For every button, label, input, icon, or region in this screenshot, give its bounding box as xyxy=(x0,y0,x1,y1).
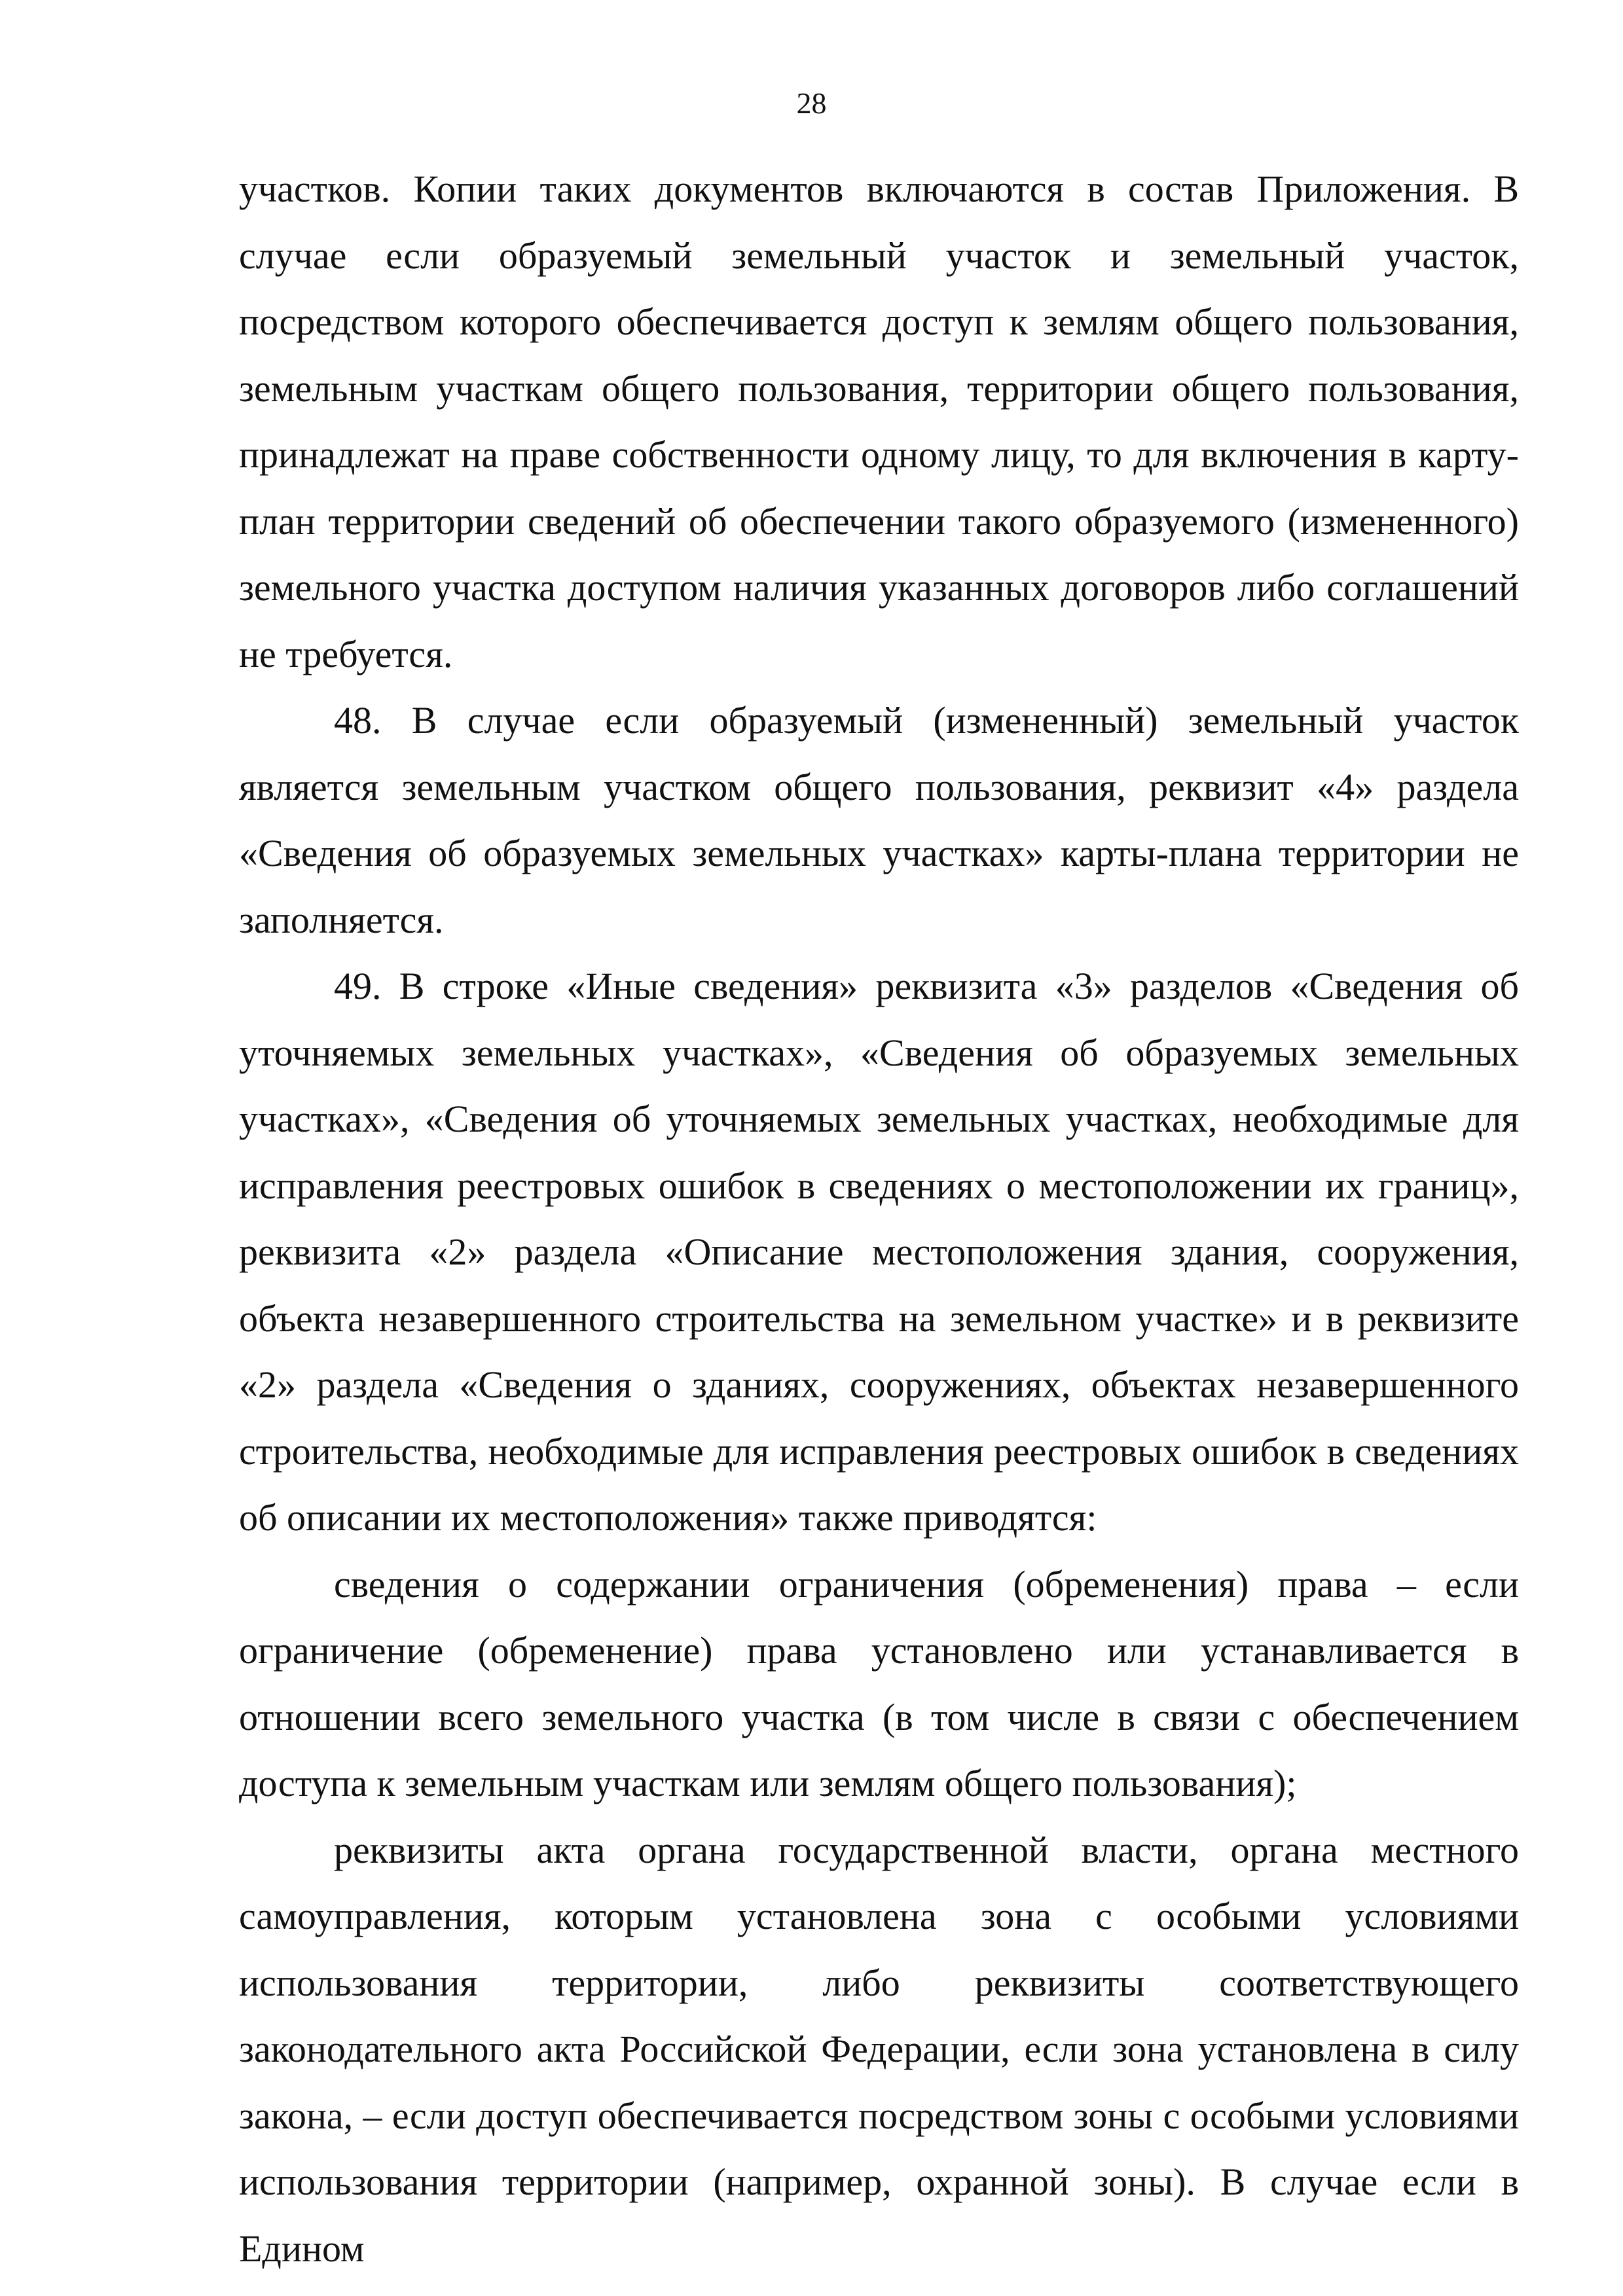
paragraph-restriction-info: сведения о содержании ограничения (обременения) права – если ограничение (обременение) права установлено или устанавливается в отношении всего земельного участка (в том числе в связи с обеспечением доступа к земельным участкам или землям общего пользования); xyxy=(239,1562,1519,1804)
paragraph-48: 48. В случае если образуемый (измененный) земельный участок является земельным участком общего пользования, реквизит «4» раздела «Сведения об образуемых земельных участках» карты-плана территории не заполняется. xyxy=(239,699,1519,941)
paragraph-49: 49. В строке «Иные сведения» реквизита «3» разделов «Сведения об уточняемых земельных участках», «Сведения об образуемых земельных участках», «Сведения об уточняемых земельных участках, необходимые для исправления реестровых ошибок в сведениях о местоположении их границ», реквизита «2» раздела «Описание местоположения здания, сооружения, объекта незавершенного строительства на земельном участке» и в реквизите «2» раздела «Сведения о зданиях, сооружениях, объектах незавершенного строительства, необходимые для исправления реестровых ошибок в сведениях об описании их местоположения» также приводятся: xyxy=(239,965,1519,1539)
paragraph-act-details: реквизиты акта органа государственной власти, органа местного самоуправления, которым установлена зона с особыми условиями использования территории, либо реквизиты соответствующего законодательного акта Российской Федерации, если зона установлена в силу закона, – если доступ обеспечивается посредством зоны с особыми условиями использования территории (например, охранной зоны). В случае если в Едином xyxy=(239,1828,1519,2270)
document-body xyxy=(239,156,1519,2282)
page-number: 28 xyxy=(796,86,827,120)
paragraph-continuation: участков. Копии таких документов включаются в состав Приложения. В случае если образуемый земельный участок и земельный участок, посредством которого обеспечивается доступ к землям общего пользования, земельным участкам общего пользования, территории общего пользования, принадлежат на праве собственности одному лицу, то для включения в карту-план территории сведений об обеспечении такого образуемого (измененного) земельного участка доступом наличия указанных договоров либо соглашений не требуется. xyxy=(239,168,1519,675)
